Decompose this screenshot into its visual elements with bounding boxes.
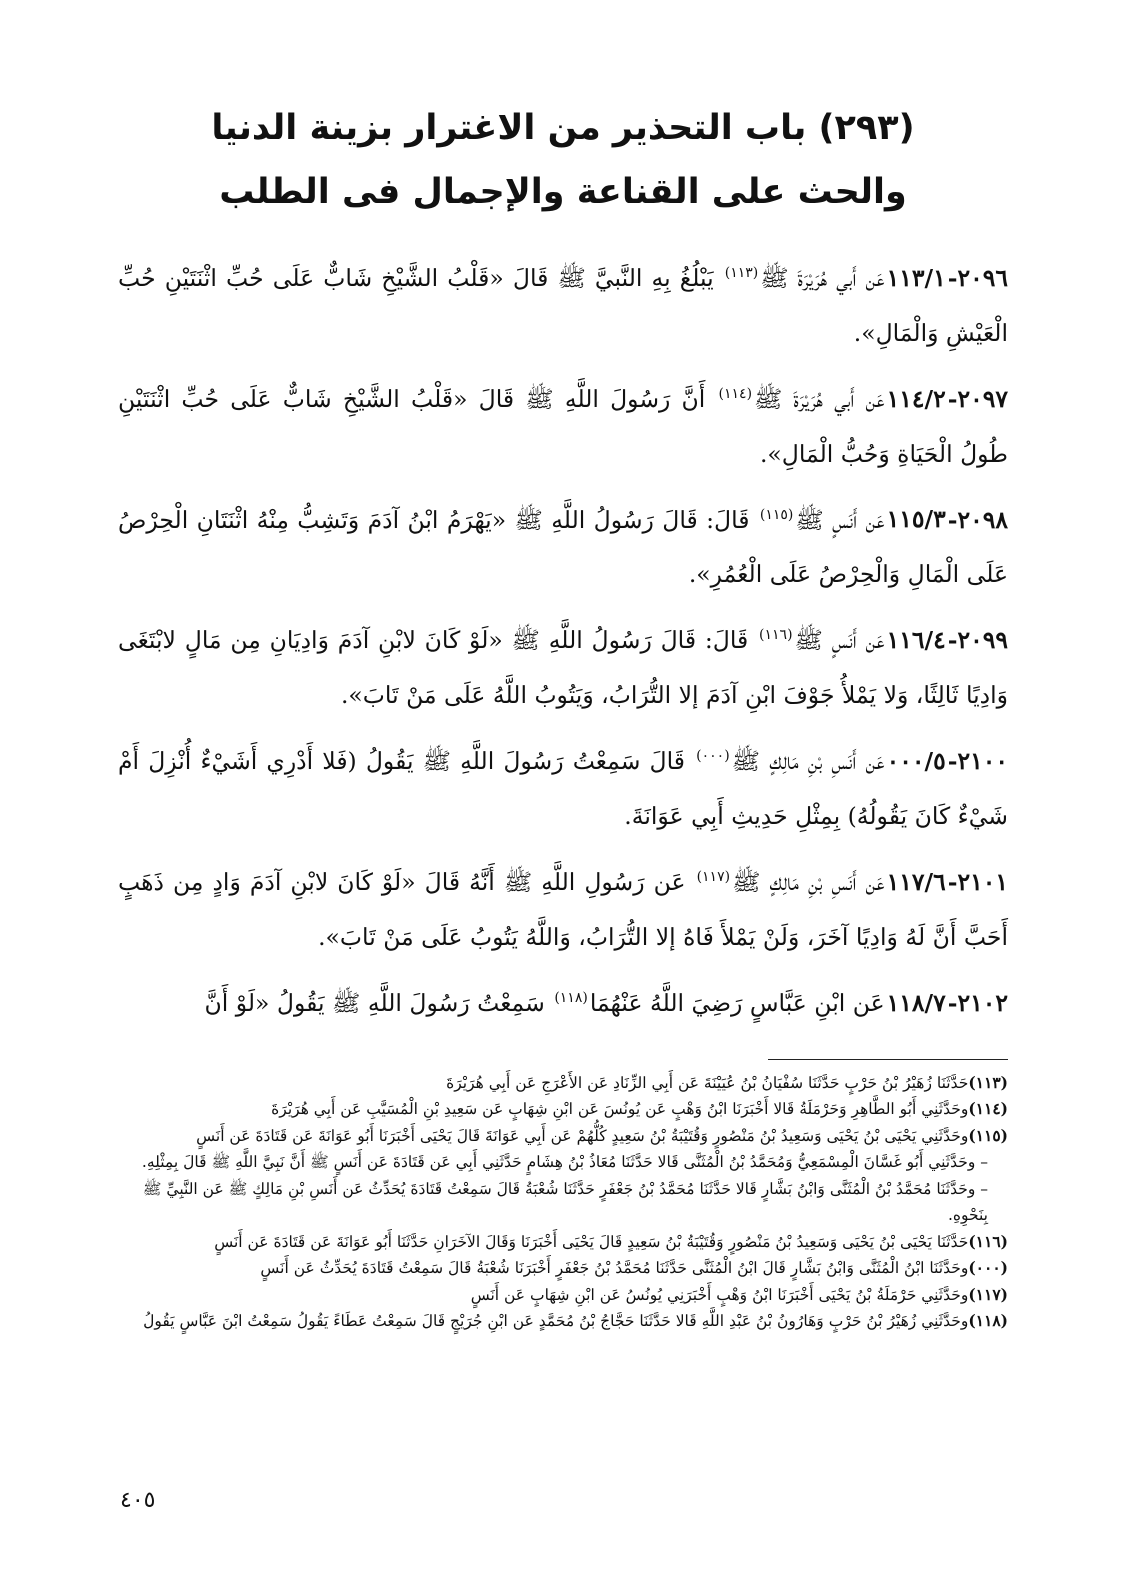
hadith-text: يَبْلُغُ بِهِ النَّبيَّ ﷺ قَالَ «قَلْبُ الشَّيْخِ شَابٌّ عَلَى حُبِّ اثْنَتَيْنِ حُبِّ الْعَيْشِ وَالْمَالِ». bbox=[118, 263, 1008, 347]
hadith-number: ٢٠٩٨- bbox=[947, 505, 1008, 534]
hadith-paragraph bbox=[118, 608, 1008, 723]
footnote-ref: (١١٧) bbox=[696, 869, 731, 886]
hadith-number: ٢١٠٢- bbox=[947, 988, 1008, 1017]
hadith-sub-number: ١١٤/٢ bbox=[886, 384, 946, 413]
hadith-text: عَن رَسُولِ اللَّهِ ﷺ أَنَّهُ قَالَ «لَوْ كَانَ لابْنِ آدَمَ وَادٍ مِن ذَهَبٍ أَحَبَّ أَنَّ لَهُ وَادِيًا آخَرَ، وَلَنْ يَمْلأَ فَاهُ إلا التُّرَابُ، وَاللَّهُ يَتُوبُ عَلَى مَنْ تَابَ». bbox=[118, 867, 1008, 951]
chapter-heading bbox=[118, 96, 1008, 224]
hadith-paragraph bbox=[118, 971, 1008, 1031]
footnote-divider bbox=[768, 1059, 1008, 1060]
footnote-ref: (٠٠٠) bbox=[696, 748, 730, 765]
footnote-ref: (١١٨) bbox=[554, 989, 588, 1006]
hadith-text: سَمِعْتُ رَسُولَ اللَّهِ ﷺ يَقُولُ «لَوْ أَنَّ bbox=[204, 988, 545, 1017]
hadith-sub-number: ١١٦/٤ bbox=[886, 626, 946, 655]
hadith-sub-number: ١١٧/٦ bbox=[886, 867, 946, 896]
hadith-narrator: عَن أَنَسِ بْنِ مَالِكٍ ﷺ bbox=[731, 747, 885, 776]
chapter-title-line-1: (٢٩٣) باب التحذير من الاغترار بزينة الدنيا bbox=[211, 108, 915, 148]
hadith-sub-number: ١١٥/٣ bbox=[886, 505, 946, 534]
hadith-number: ٢٠٩٦- bbox=[947, 263, 1008, 292]
footnote-number: (١١٥) bbox=[968, 1125, 1008, 1145]
hadith-text: قَالَ: قَالَ رَسُولُ اللَّهِ ﷺ «يَهْرَمُ ابْنُ آدَمَ وَتَشِبُّ مِنْهُ اثْنَتَانِ الْحِرْصُ عَلَى الْمَالِ وَالْحِرْصُ عَلَى الْعُمُرِ». bbox=[118, 505, 1008, 589]
hadith-number: ٢١٠٠- bbox=[947, 747, 1008, 776]
footnote bbox=[118, 1123, 1008, 1150]
footnotes bbox=[118, 1070, 1008, 1335]
footnote-text: – وحَدَّثَنَا مُحَمَّدُ بْنُ الْمُثَنَّى وَابْنُ بَشَّارٍ قَالا حَدَّثَنَا مُحَمَّدُ بْنُ جَعْفَرٍ حَدَّثَنَا شُعْبَةُ قَالَ سَمِعْتُ قَتَادَةَ يُحَدِّثُ عَن أَنَسِ بْنِ مَالِكٍ ﷺ عَن النَّبِيِّ ﷺ بِنَحْوِهِ. bbox=[142, 1179, 988, 1225]
hadith-narrator: عَن أَنَسِ بْنِ مَالِكٍ ﷺ bbox=[732, 867, 885, 896]
hadith-text: قَالَ سَمِعْتُ رَسُولَ اللَّهِ ﷺ يَقُولُ (فَلا أَدْرِي أَشَيْءٌ أُنْزِلَ أَمْ شَيْءٌ كَانَ يَقُولُهُ) بِمِثْلِ حَدِيثِ أَبِي عَوَانَةَ. bbox=[118, 747, 1008, 831]
footnote-text: وحَدَّثَنِي أَبُو الطَّاهِرِ وَحَرْمَلَةُ قَالا أَخْبَرَنَا ابْنُ وَهْبٍ عَن يُونُسَ عَن ابْنِ شِهَابٍ عَن سَعِيدِ بْنِ الْمُسَيَّبِ عَن أَبِي هُرَيْرَةَ bbox=[271, 1100, 969, 1119]
page-number: ٤٠٥ bbox=[120, 1488, 156, 1513]
footnote bbox=[118, 1229, 1008, 1256]
footnote-number: (١١٧) bbox=[968, 1284, 1008, 1304]
hadith-list bbox=[118, 246, 1008, 1031]
footnote bbox=[118, 1255, 1008, 1282]
hadith-paragraph bbox=[118, 488, 1008, 603]
footnote-ref: (١١٣) bbox=[724, 265, 759, 281]
hadith-paragraph bbox=[118, 729, 1008, 844]
footnote bbox=[118, 1308, 1008, 1335]
hadith-narrator: عَن أَبي هُرَيْرَةَ ﷺ bbox=[760, 263, 885, 292]
hadith-text: أَنَّ رَسُولَ اللَّهِ ﷺ قَالَ «قَلْبُ الشَّيْخِ شَابٌّ عَلَى حُبِّ اثْنَتَيْنِ طُولُ الْحَيَاةِ وَحُبُّ الْمَالِ». bbox=[118, 384, 1008, 468]
footnote-ref: (١١٤) bbox=[718, 385, 753, 402]
footnote-number: (١١٨) bbox=[968, 1311, 1008, 1331]
footnote-number: (١١٣) bbox=[968, 1072, 1008, 1092]
hadith-text: قَالَ: قَالَ رَسُولُ اللَّهِ ﷺ «لَوْ كَانَ لابْنِ آدَمَ وَادِيَانِ مِن مَالٍ لابْتَغَى وَادِيًا ثَالِثًا، وَلا يَمْلأُ جَوْفَ ابْنِ آدَمَ إلا التُّرَابُ، وَيَتُوبُ اللَّهُ عَلَى مَنْ تَابَ». bbox=[118, 626, 1008, 710]
footnote-continuation bbox=[118, 1176, 1008, 1229]
footnote-number: (١١٦) bbox=[968, 1231, 1008, 1251]
footnote bbox=[118, 1282, 1008, 1309]
chapter-title-line-2: والحث على القناعة والإجمال فى الطلب bbox=[219, 172, 907, 212]
footnote-number: (١١٤) bbox=[968, 1099, 1008, 1119]
hadith-narrator: عَن أَنَسٍ ﷺ bbox=[795, 505, 885, 534]
footnote-text: وحَدَّثَنِي زُهَيْرُ بْنُ حَرْبٍ وَهَارُونُ بْنُ عَبْدِ اللَّهِ قَالا حَدَّثَنَا حَجَّاجُ بْنُ مُحَمَّدٍ عَن ابْنِ جُرَيْجٍ قَالَ سَمِعْتُ عَطَاءً يَقُولُ سَمِعْتُ ابْنَ عَبَّاسٍ يَقُولُ bbox=[143, 1312, 969, 1331]
hadith-paragraph bbox=[118, 367, 1008, 482]
hadith-narrator: عَن أَبي هُرَيْرَةَ ﷺ bbox=[754, 384, 885, 413]
hadith-sub-number: ١١٨/٧ bbox=[886, 988, 946, 1017]
footnote-text: وحَدَّثَنِي يَحْيَى بْنُ يَحْيَى وَسَعِيدُ بْنُ مَنْصُورٍ وَقُتَيْبَةُ بْنُ سَعِيدٍ كُلُّهُمْ عَن أَبِي عَوَانَةَ قَالَ يَحْيَى أَخْبَرَنَا أَبُو عَوَانَةَ عَن قَتَادَةَ عَن أَنَسٍ bbox=[196, 1126, 969, 1145]
hadith-paragraph bbox=[118, 850, 1008, 965]
hadith-sub-number: ٠٠٠/٥ bbox=[886, 747, 946, 776]
footnote-text: وحَدَّثَنِي حَرْمَلَةُ بْنُ يَحْيَى أَخْبَرَنَا ابْنُ وَهْبٍ أَخْبَرَنِي يُونُسُ عَن ابْنِ شِهَابٍ عَن أَنَسٍ bbox=[470, 1285, 969, 1304]
hadith-paragraph bbox=[118, 246, 1008, 361]
hadith-number: ٢٠٩٩- bbox=[947, 626, 1008, 655]
footnote-text: وحَدَّثَنَا ابْنُ الْمُثَنَّى وَابْنُ بَشَّارٍ قَالَ ابْنُ الْمُثَنَّى حَدَّثَنَا مُحَمَّدُ بْنُ جَعْفَرٍ أَخْبَرَنَا شُعْبَةُ قَالَ سَمِعْتُ قَتَادَةَ يُحَدِّثُ عَن أَنَسٍ bbox=[260, 1259, 969, 1278]
footnote bbox=[118, 1070, 1008, 1097]
footnote-text: حَدَّثَنَا يَحْيَى بْنُ يَحْيَى وَسَعِيدُ بْنُ مَنْصُورٍ وَقُتَيْبَةُ بْنُ سَعِيدٍ قَالَ يَحْيَى أَخْبَرَنَا وَقَالَ الآخَرَانِ حَدَّثَنَا أَبُو عَوَانَةَ عَن قَتَادَةَ عَن أَنَسٍ bbox=[214, 1232, 969, 1251]
footnote bbox=[118, 1096, 1008, 1123]
footnote-ref: (١١٥) bbox=[759, 506, 794, 523]
hadith-number: ٢٠٩٧- bbox=[947, 384, 1008, 413]
hadith-number: ٢١٠١- bbox=[947, 867, 1008, 896]
hadith-narrator: عَن أَنَسٍ ﷺ bbox=[794, 626, 885, 655]
hadith-sub-number: ١١٣/١ bbox=[886, 263, 946, 292]
footnote-text: – وحَدَّثَنِي أَبُو غَسَّانَ الْمِسْمَعِيُّ وَمُحَمَّدُ بْنُ الْمُثَنَّى قَالا حَدَّثَنَا مُعَاذُ بْنُ هِشَامٍ حَدَّثَنِي أَبِي عَن قَتَادَةَ عَن أَنَسٍ ﷺ أَنَّ نَبِيَّ اللَّهِ ﷺ قَالَ بِمِثْلِهِ. bbox=[141, 1153, 988, 1172]
footnote-number: (٠٠٠) bbox=[968, 1258, 1008, 1278]
hadith-narrator: عَن ابْنِ عَبَّاسٍ رَضِيَ اللَّهُ عَنْهُمَا bbox=[589, 988, 885, 1017]
footnote-continuation bbox=[118, 1149, 1008, 1176]
footnote-text: حَدَّثَنَا زُهَيْرُ بْنُ حَرْبٍ حَدَّثَنَا سُفْيَانُ بْنُ عُيَيْنَةَ عَن أَبِي الزِّنَادِ عَن الأَعْرَجِ عَن أَبِي هُرَيْرَةَ bbox=[446, 1073, 969, 1092]
footnote-ref: (١١٦) bbox=[759, 627, 793, 644]
